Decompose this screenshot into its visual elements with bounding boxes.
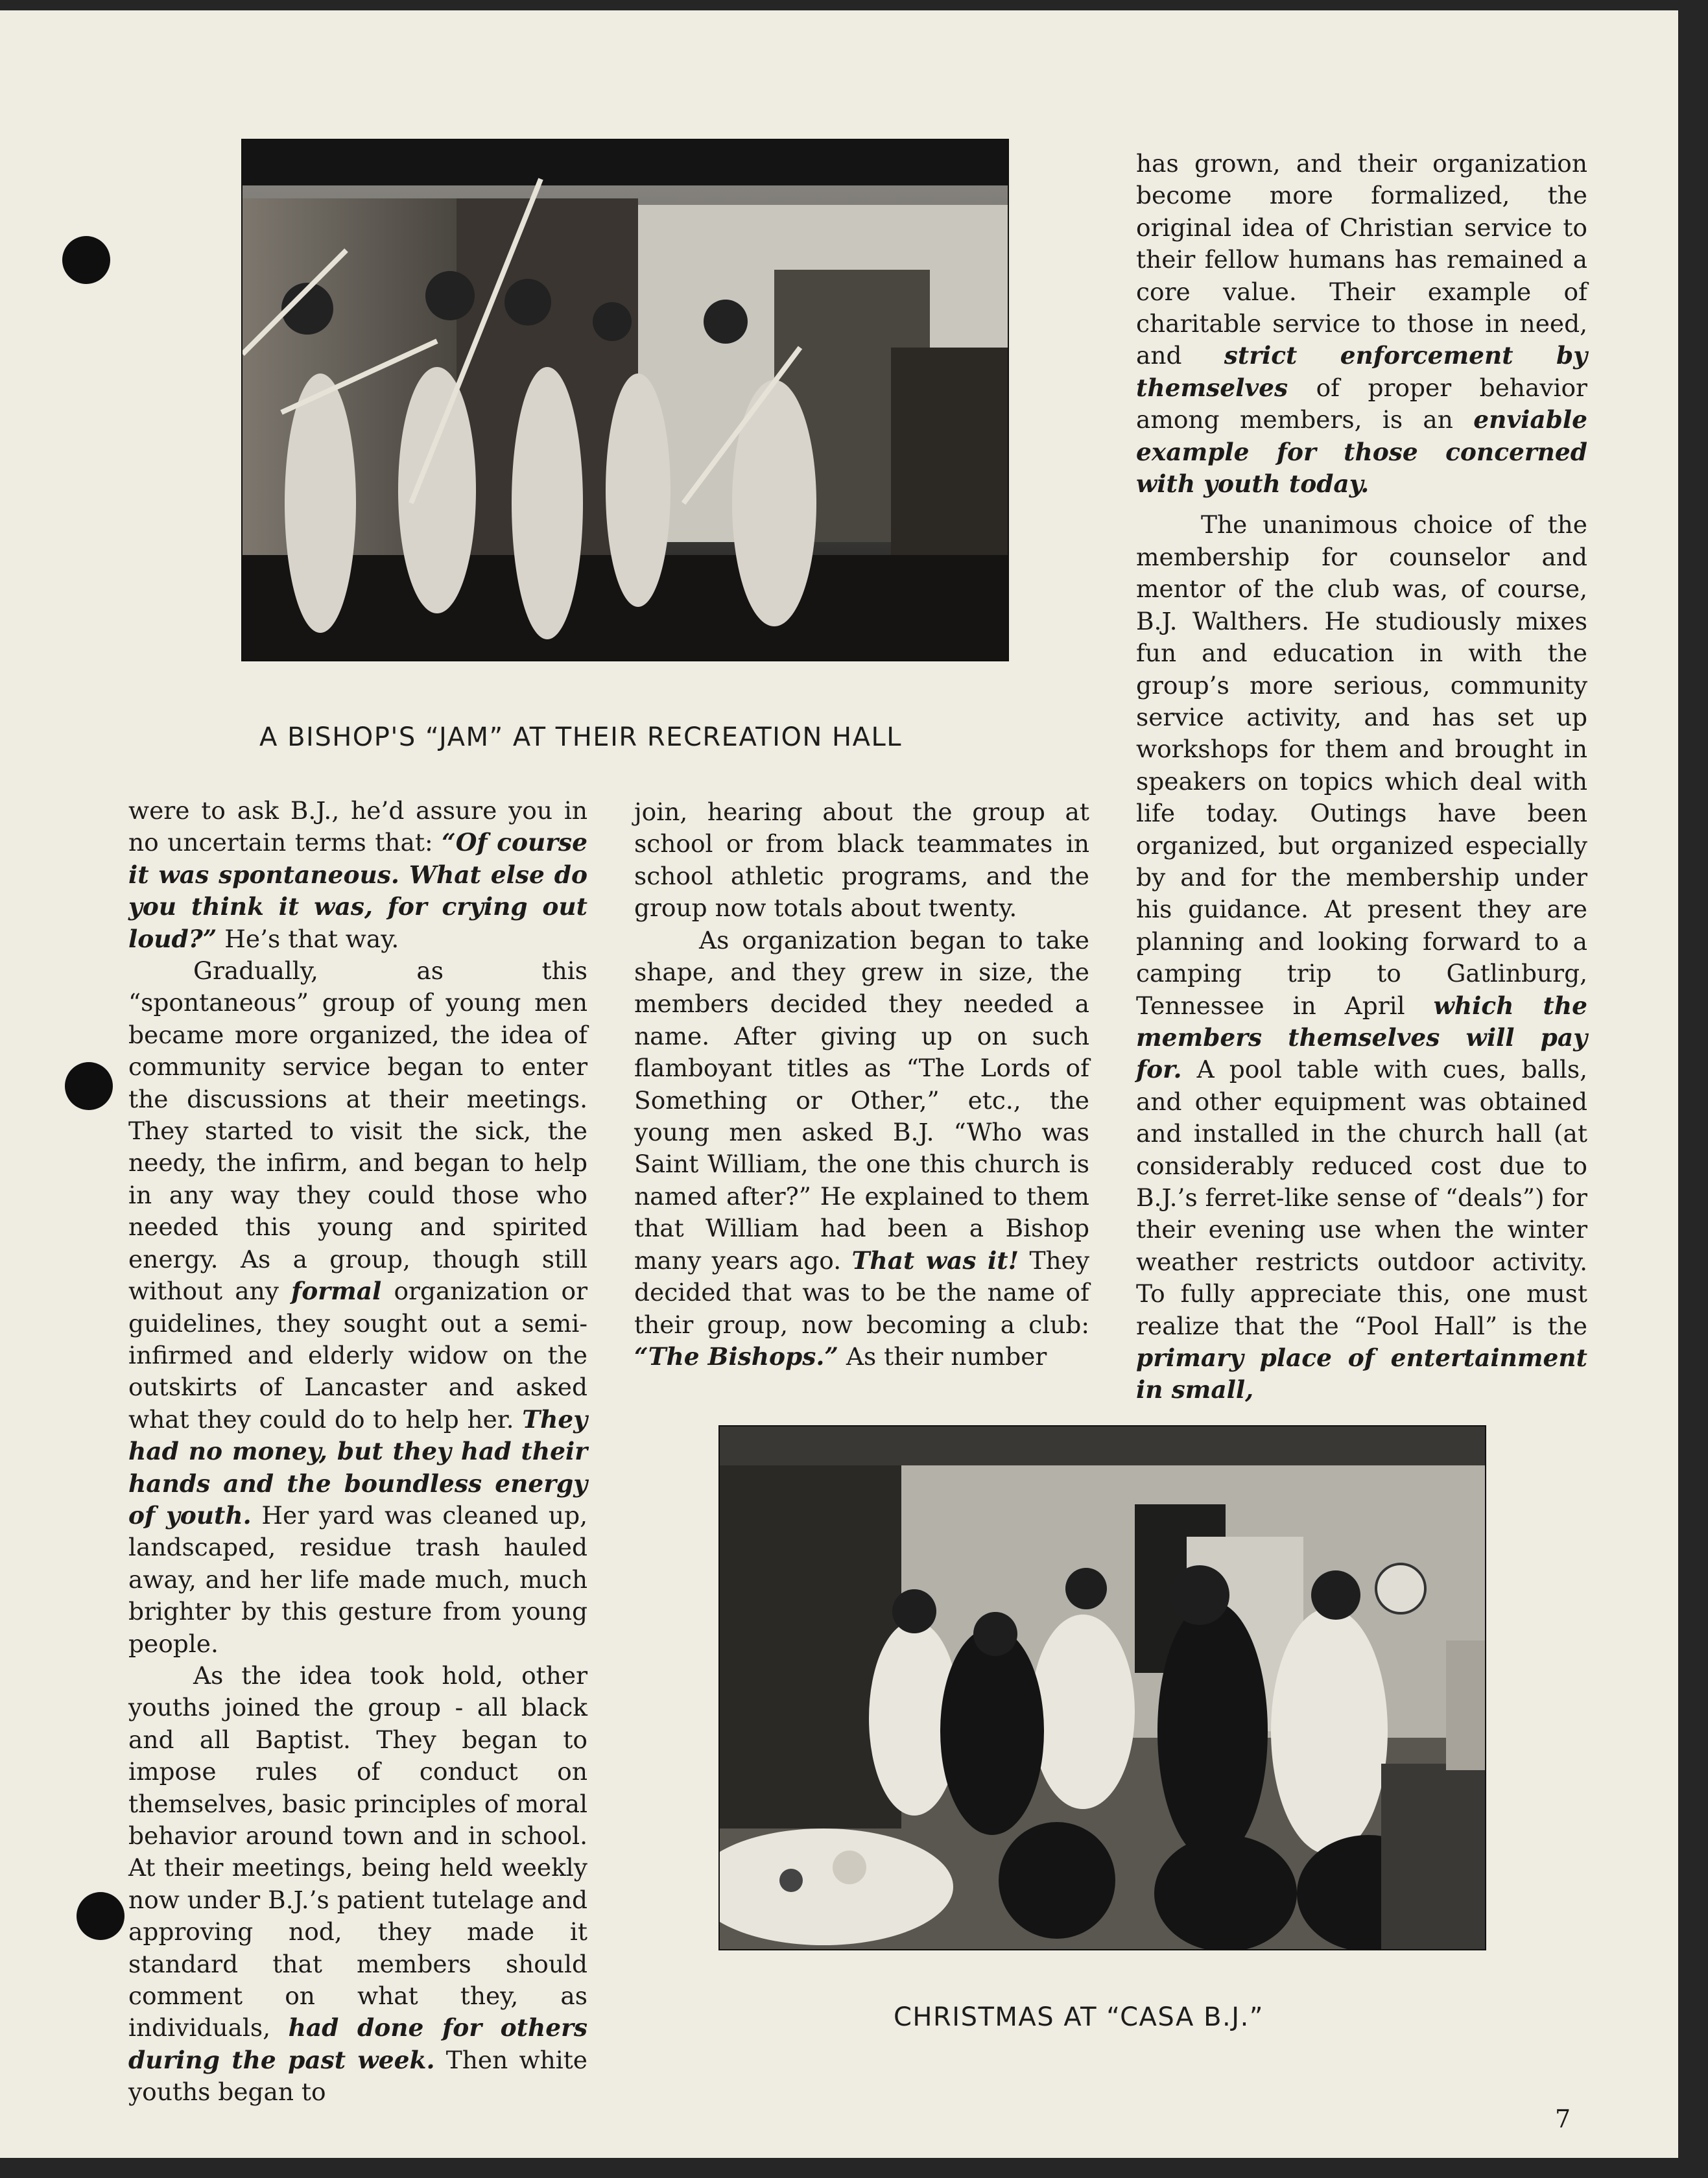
col1-italic-no-money: They had no money, but they had their hands and the boundless energy of youth. bbox=[128, 1404, 588, 1530]
col1-paragraph-2 bbox=[128, 955, 587, 1660]
col3-text-3: The unanimous choice of the membership for counselor and mentor of the club was, of course, B.J. Walthers. He studiously mixes fun and education in with the group’s more serious, community service activity, and has set up workshops for them and brought in speakers on topics which deal with life today. Outings have been organized, but organized especially by and for the membership under his guidance. At present they are planning and looking forward to a camping trip to Gatlinburg, Tennessee in April bbox=[1136, 510, 1587, 1020]
article-column-3 bbox=[1136, 148, 1587, 1406]
binder-hole-top bbox=[62, 236, 110, 284]
photo-recreation-hall bbox=[241, 139, 1009, 661]
col2-text-2: As organization began to take shape, and they grew in size, the members decided they needed a name. After giving up on such flamboyant titles as “The Lords of Something or Other,” etc., the young men asked B.J. “Who was Saint William, the one this church is named after?” He explained to them that William had been a Bishop many years ago. bbox=[634, 925, 1089, 1275]
binder-hole-middle bbox=[65, 1062, 113, 1110]
col1-quote-spontaneous: “Of course it was spontaneous. What else do you think it was, for crying out loud?” bbox=[128, 828, 587, 953]
col1-italic-formal: formal bbox=[291, 1277, 382, 1306]
caption-top-photo: A BISHOP'S “JAM” AT THEIR RECREATION HALL bbox=[259, 722, 903, 752]
photo-christmas bbox=[718, 1425, 1486, 1950]
col1-text-7: Then white youths began to bbox=[128, 2045, 587, 2107]
col3-text-2: of proper behavior among members, is an bbox=[1136, 373, 1587, 434]
col1-text-2: He’s that way. bbox=[224, 924, 399, 953]
col2-italic-that-was-it: That was it! bbox=[851, 1246, 1019, 1275]
article-column-2 bbox=[634, 796, 1089, 1373]
magazine-page bbox=[0, 10, 1678, 2158]
col1-text-3: Gradually, as this “spontaneous” group of young men became more organized, the idea of community service began to enter the discussions at their meetings. They started to visit the sick, the needy, the infirm, and began to help in any way they could those who needed this young and spirited energy. As a group, though still without any bbox=[128, 956, 587, 1306]
col1-italic-had-done: had done for others during the past week. bbox=[128, 2013, 587, 2074]
col1-paragraph-3 bbox=[128, 1660, 587, 2109]
col3-text-1: has grown, and their organization become more formalized, the original idea of Christian service to their fellow humans has remained a core value. Their example of charitable service to those in need, and bbox=[1136, 149, 1587, 370]
article-column-1 bbox=[128, 795, 587, 2109]
col1-text-5: Her yard was cleaned up, landscaped, residue trash hauled away, and her life made much, much brighter by this gesture from young people. bbox=[128, 1500, 587, 1658]
col3-paragraph-1 bbox=[1136, 148, 1587, 500]
col2-text-1: join, hearing about the group at school or from black teammates in school athletic programs, and the group now totals about twenty. bbox=[634, 798, 1089, 923]
col1-paragraph-1 bbox=[128, 795, 587, 955]
page-number: 7 bbox=[1555, 2105, 1571, 2133]
col2-text-3: They decided that was to be the name of their group, now becoming a club: bbox=[634, 1246, 1090, 1339]
col2-paragraph-2 bbox=[634, 925, 1089, 1373]
photo-recreation-hall-image bbox=[243, 140, 1008, 660]
col3-italic-strict: strict enforcement by themselves bbox=[1136, 341, 1588, 402]
col1-text-6: As the idea took hold, other youths joined the group - all black and all Baptist. They began to impose rules of conduct on themselves, basic principles of moral behavior around town and in school. At their meetings, being held weekly now under B.J.’s patient tutelage and approving nod, they made it standard that members should comment on what they, as individuals, bbox=[128, 1661, 587, 2042]
caption-bottom-photo: CHRISTMAS AT “CASA B.J.” bbox=[894, 2002, 1264, 2032]
photo-christmas-image bbox=[720, 1426, 1485, 1949]
col3-italic-enviable: enviable example for those concerned with youth today. bbox=[1136, 405, 1587, 499]
binder-hole-bottom bbox=[77, 1892, 125, 1940]
col2-italic-the-bishops: “The Bishops.” bbox=[634, 1342, 838, 1371]
col2-paragraph-1 bbox=[634, 796, 1089, 925]
col1-text-1: were to ask B.J., he’d assure you in no uncertain terms that: bbox=[128, 796, 587, 857]
col3-text-4: A pool table with cues, balls, and other equipment was obtained and installed in the church hall (at considerably reduced cost due to B.J.’s ferret-like sense of “deals”) for their evening use when the winter weather restricts outdoor activity. To fully appreciate this, one must realize that the “Pool Hall” is the bbox=[1136, 1055, 1588, 1340]
col1-text-4: organization or guidelines, they sought out a semi-infirmed and elderly widow on the outskirts of Lancaster and asked what they could do to help her. bbox=[128, 1277, 588, 1434]
col3-paragraph-2 bbox=[1136, 509, 1587, 1406]
col3-italic-primary-place: primary place of entertainment in small, bbox=[1136, 1343, 1587, 1404]
col2-text-4: As their number bbox=[846, 1342, 1047, 1371]
col3-italic-pay-for: which the members themselves will pay for. bbox=[1136, 991, 1588, 1084]
